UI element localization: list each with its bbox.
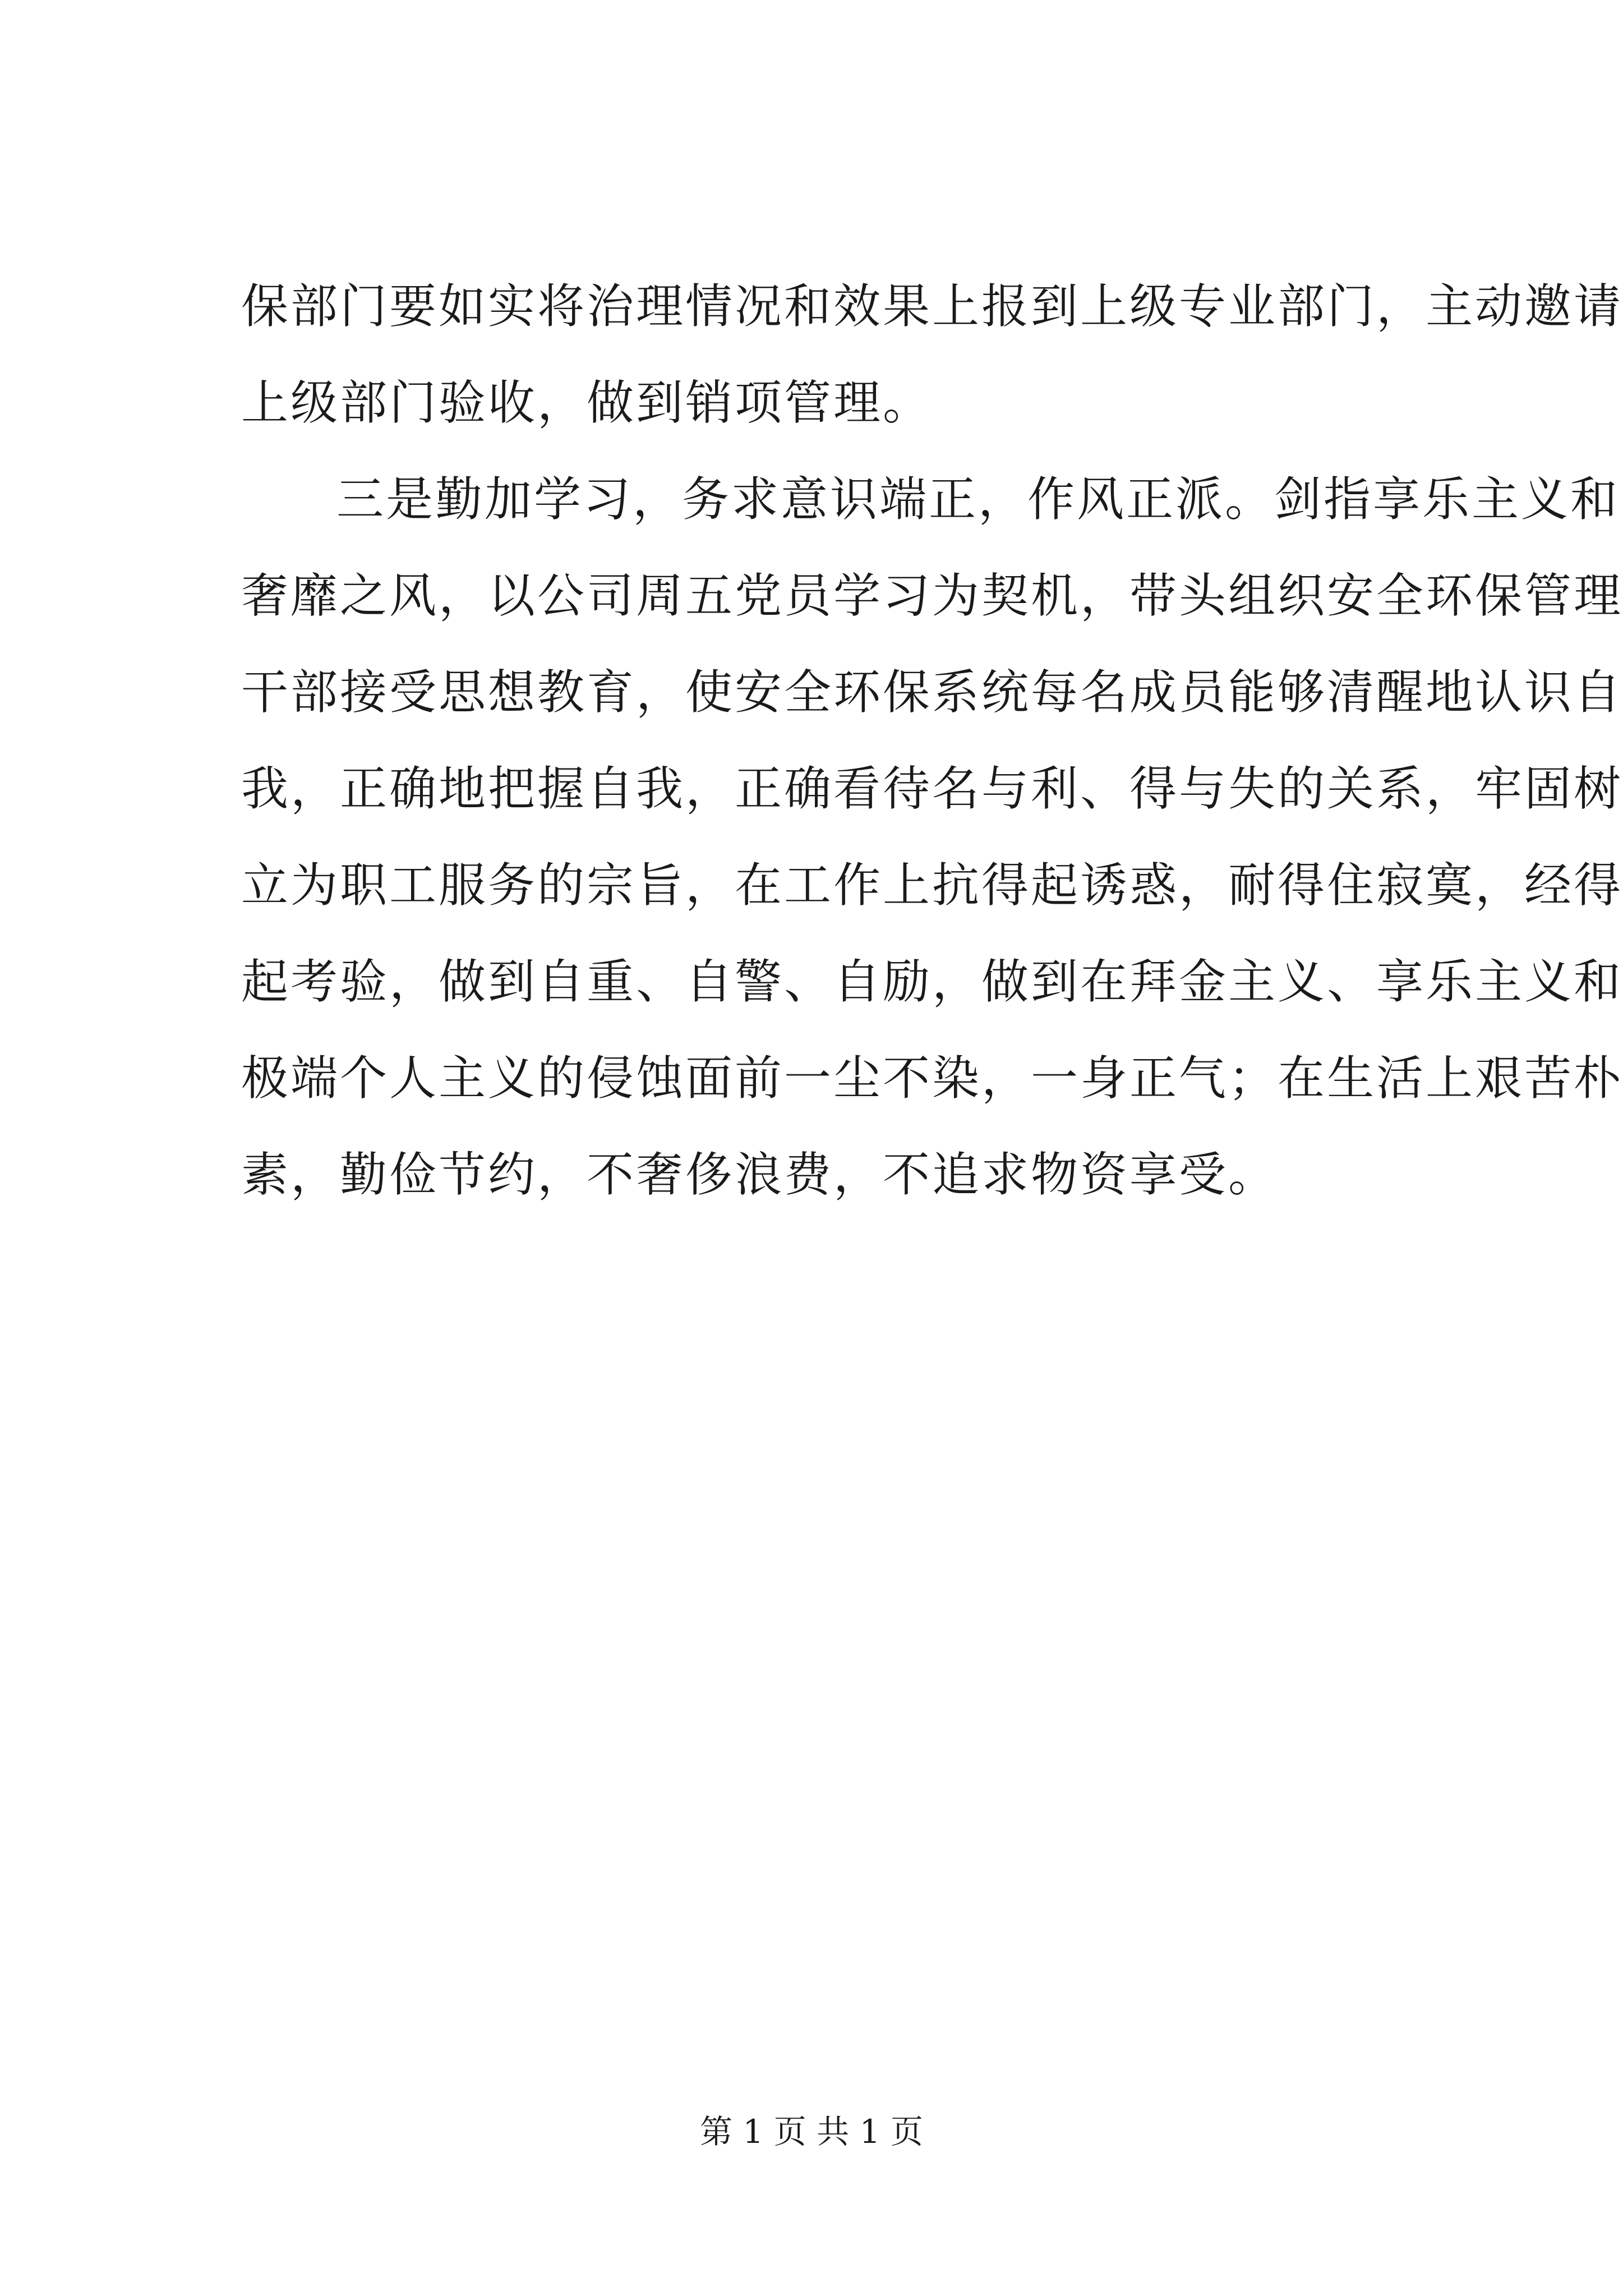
paragraph-first-line: 三是勤加学习，务求意识端正，作风正派。剑指享乐主义和 xyxy=(336,472,1620,527)
text-line: 我，正确地把握自我，正确看待名与利、得与失的关系，牢固树 xyxy=(241,761,1623,816)
text-line: 上级部门验收，做到销项管理。 xyxy=(241,375,933,430)
text-line: 立为职工服务的宗旨，在工作上抗得起诱惑，耐得住寂寞，经得 xyxy=(241,858,1623,913)
text-line: 起考验，做到自重、自警、自励，做到在拜金主义、享乐主义和 xyxy=(241,954,1623,1009)
text-line: 保部门要如实将治理情况和效果上报到上级专业部门，主动邀请 xyxy=(241,279,1623,334)
text-line: 干部接受思想教育，使安全环保系统每名成员能够清醒地认识自 xyxy=(241,665,1623,720)
text-line: 素，勤俭节约，不奢侈浪费，不追求物资享受。 xyxy=(241,1147,1278,1202)
text-line: 奢靡之风，以公司周五党员学习为契机，带头组织安全环保管理 xyxy=(241,568,1623,623)
page-number-label: 第 1 页 共 1 页 xyxy=(700,2113,923,2151)
text-line: 极端个人主义的侵蚀面前一尘不染，一身正气；在生活上艰苦朴 xyxy=(241,1051,1623,1106)
page-footer xyxy=(0,2109,1623,2154)
document-body xyxy=(241,258,1623,1223)
